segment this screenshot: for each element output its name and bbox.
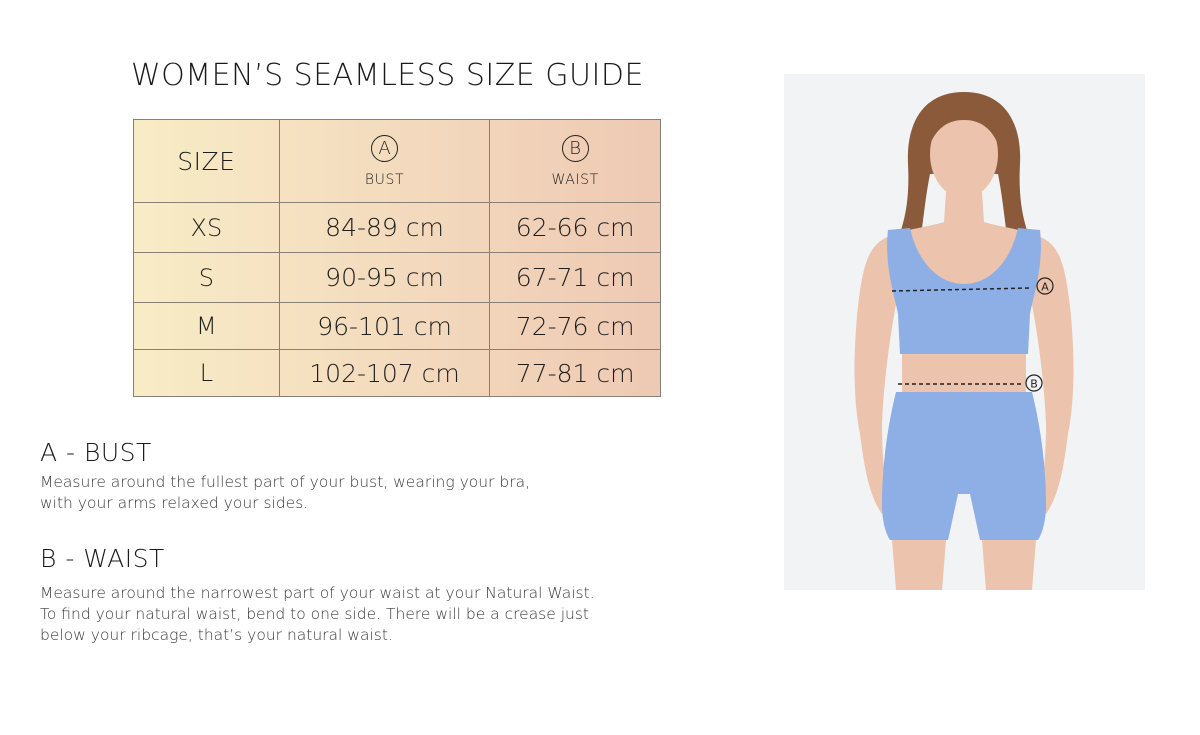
- waist-instruction-line: To find your natural waist, bend to one side. There will be a crease just: [40, 605, 590, 623]
- size-cell: S: [134, 253, 280, 303]
- bust-marker-label: A: [1041, 280, 1049, 294]
- bust-instruction-line: with your arms relaxed your sides.: [40, 494, 309, 512]
- waist-cell: 62-66 cm: [490, 203, 661, 253]
- header-waist: [490, 120, 661, 203]
- circle-b-icon: B: [562, 135, 589, 162]
- bust-cell: 96-101 cm: [279, 303, 490, 350]
- table-header-row: [134, 120, 661, 203]
- bust-cell: 102-107 cm: [279, 350, 490, 397]
- header-waist-label: WAIST: [551, 171, 599, 188]
- bust-instruction-line: Measure around the fullest part of your bust, wearing your bra,: [40, 473, 530, 491]
- bust-cell: 84-89 cm: [279, 203, 490, 253]
- table-row: [134, 303, 661, 350]
- size-cell: XS: [134, 203, 280, 253]
- header-size-label: SIZE: [177, 146, 236, 176]
- size-cell: L: [134, 350, 280, 397]
- waist-heading: B - WAIST: [40, 544, 165, 573]
- waist-cell: 72-76 cm: [490, 303, 661, 350]
- size-cell: M: [134, 303, 280, 350]
- header-size: [134, 120, 280, 203]
- table-row: [134, 350, 661, 397]
- bust-heading: A - BUST: [40, 438, 152, 467]
- waist-marker-label: B: [1030, 377, 1038, 391]
- waist-cell: 77-81 cm: [490, 350, 661, 397]
- table-row: [134, 253, 661, 303]
- model-photo: [784, 74, 1145, 590]
- page-title: WOMEN’S SEAMLESS SIZE GUIDE: [131, 58, 644, 93]
- model-illustration: [784, 74, 1145, 590]
- header-bust: [279, 120, 490, 203]
- circle-a-icon: A: [371, 135, 398, 162]
- waist-instructions: [40, 583, 640, 646]
- waist-cell: 67-71 cm: [490, 253, 661, 303]
- size-table: [133, 119, 661, 397]
- table-row: [134, 203, 661, 253]
- bust-cell: 90-95 cm: [279, 253, 490, 303]
- header-bust-label: BUST: [364, 171, 405, 188]
- bust-instructions: [40, 472, 640, 514]
- waist-instruction-line: Measure around the narrowest part of your waist at your Natural Waist.: [40, 584, 595, 602]
- waist-instruction-line: below your ribcage, that’s your natural waist.: [40, 626, 393, 644]
